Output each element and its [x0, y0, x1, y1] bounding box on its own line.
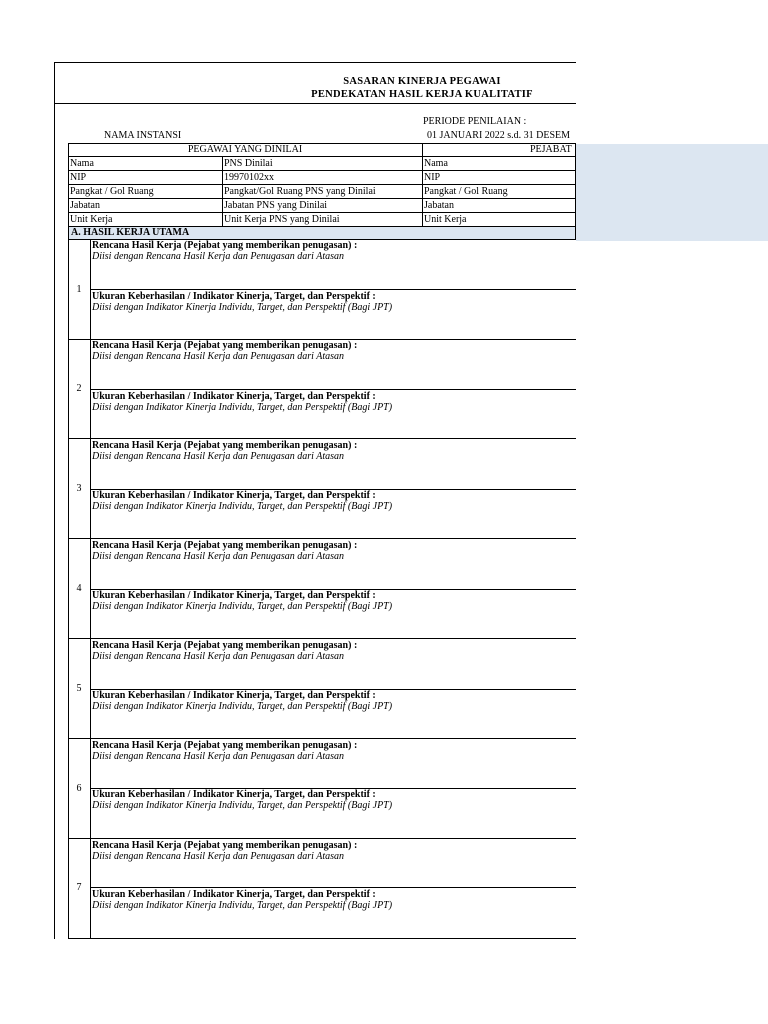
indicator-label: Ukuran Keberhasilan / Indikator Kinerja, Target, dan Perspektif :	[92, 789, 376, 800]
grid-line	[68, 738, 576, 739]
grid-line	[68, 838, 576, 839]
indicator-hint: Diisi dengan Indikator Kinerja Individu, Target, dan Perspektif (Bagi JPT)	[92, 302, 393, 313]
grid-line	[90, 289, 576, 290]
grid-line	[68, 638, 576, 639]
indicator-hint: Diisi dengan Indikator Kinerja Individu, Target, dan Perspektif (Bagi JPT)	[92, 900, 393, 911]
rhk-hint: Diisi dengan Rencana Hasil Kerja dan Penugasan dari Atasan	[92, 651, 345, 662]
indicator-label: Ukuran Keberhasilan / Indikator Kinerja, Target, dan Perspektif :	[92, 889, 376, 900]
item-number: 3	[76, 483, 82, 494]
pegawai-heading: PEGAWAI YANG DINILAI	[187, 144, 303, 155]
grid-line	[90, 389, 576, 390]
grid-line	[68, 938, 576, 939]
item-number: 4	[76, 583, 82, 594]
pegawai-value-pangkat: Pangkat/Gol Ruang PNS yang Dinilai	[224, 186, 376, 197]
indicator-label: Ukuran Keberhasilan / Indikator Kinerja, Target, dan Perspektif :	[92, 391, 376, 402]
rhk-hint: Diisi dengan Rencana Hasil Kerja dan Penugasan dari Atasan	[92, 851, 345, 862]
indicator-label: Ukuran Keberhasilan / Indikator Kinerja, Target, dan Perspektif :	[92, 690, 376, 701]
indicator-hint: Diisi dengan Indikator Kinerja Individu, Target, dan Perspektif (Bagi JPT)	[92, 402, 393, 413]
pejabat-label-nama: Nama	[424, 158, 448, 169]
document-subtitle: PENDEKATAN HASIL KERJA KUALITATIF	[311, 89, 533, 100]
grid-line	[68, 538, 576, 539]
rhk-hint: Diisi dengan Rencana Hasil Kerja dan Penugasan dari Atasan	[92, 251, 345, 262]
pejabat-label-unit-kerja: Unit Kerja	[424, 214, 467, 225]
indicator-hint: Diisi dengan Indikator Kinerja Individu, Target, dan Perspektif (Bagi JPT)	[92, 501, 393, 512]
rhk-label: Rencana Hasil Kerja (Pejabat yang memberikan penugasan) :	[92, 340, 358, 351]
indicator-hint: Diisi dengan Indikator Kinerja Individu, Target, dan Perspektif (Bagi JPT)	[92, 601, 393, 612]
pegawai-value-nip: 19970102xx	[224, 172, 274, 183]
periode-label: PERIODE PENILAIAN :	[423, 116, 527, 127]
pegawai-value-nama: PNS Dinilai	[224, 158, 273, 169]
pegawai-label-nama: Nama	[70, 158, 94, 169]
rhk-hint: Diisi dengan Rencana Hasil Kerja dan Penugasan dari Atasan	[92, 351, 345, 362]
title-divider-line	[54, 103, 576, 104]
rhk-hint: Diisi dengan Rencana Hasil Kerja dan Penugasan dari Atasan	[92, 451, 345, 462]
item-number: 7	[76, 882, 82, 893]
pegawai-value-jabatan: Jabatan PNS yang Dinilai	[224, 200, 328, 211]
pejabat-label-nip: NIP	[424, 172, 441, 183]
grid-line	[90, 887, 576, 888]
indicator-label: Ukuran Keberhasilan / Indikator Kinerja, Target, dan Perspektif :	[92, 590, 376, 601]
periode-value: 01 JANUARI 2022 s.d. 31 DESEM	[427, 130, 571, 141]
indicator-label: Ukuran Keberhasilan / Indikator Kinerja, Target, dan Perspektif :	[92, 490, 376, 501]
pejabat-heading: PEJABAT	[530, 144, 572, 155]
pegawai-label-pangkat: Pangkat / Gol Ruang	[70, 186, 154, 197]
rhk-label: Rencana Hasil Kerja (Pejabat yang memberikan penugasan) :	[92, 840, 358, 851]
rhk-hint: Diisi dengan Rencana Hasil Kerja dan Penugasan dari Atasan	[92, 551, 345, 562]
pejabat-label-pangkat: Pangkat / Gol Ruang	[424, 186, 508, 197]
indicator-hint: Diisi dengan Indikator Kinerja Individu, Target, dan Perspektif (Bagi JPT)	[92, 701, 393, 712]
pegawai-label-jabatan: Jabatan	[70, 200, 100, 211]
indicator-label: Ukuran Keberhasilan / Indikator Kinerja, Target, dan Perspektif :	[92, 291, 376, 302]
frame-top-line	[54, 62, 576, 63]
grid-line	[68, 438, 576, 439]
pegawai-label-unit-kerja: Unit Kerja	[70, 214, 113, 225]
rhk-hint: Diisi dengan Rencana Hasil Kerja dan Penugasan dari Atasan	[92, 751, 345, 762]
item-number: 1	[76, 284, 82, 295]
item-number: 5	[76, 683, 82, 694]
document-title: SASARAN KINERJA PEGAWAI	[343, 76, 501, 87]
pejabat-label-jabatan: Jabatan	[424, 200, 454, 211]
pejabat-shaded-area	[576, 144, 768, 241]
pegawai-value-unit-kerja: Unit Kerja PNS yang Dinilai	[224, 214, 340, 225]
grid-line	[575, 143, 576, 226]
rhk-label: Rencana Hasil Kerja (Pejabat yang memberikan penugasan) :	[92, 440, 358, 451]
item-number: 6	[76, 783, 82, 794]
section-a-heading: A. HASIL KERJA UTAMA	[68, 226, 576, 240]
frame-left-line	[54, 62, 55, 939]
pegawai-label-nip: NIP	[70, 172, 87, 183]
rhk-label: Rencana Hasil Kerja (Pejabat yang memberikan penugasan) :	[92, 540, 358, 551]
rhk-label: Rencana Hasil Kerja (Pejabat yang memberikan penugasan) :	[92, 240, 358, 251]
rhk-label: Rencana Hasil Kerja (Pejabat yang memberikan penugasan) :	[92, 640, 358, 651]
item-number: 2	[76, 383, 82, 394]
indicator-hint: Diisi dengan Indikator Kinerja Individu, Target, dan Perspektif (Bagi JPT)	[92, 800, 393, 811]
instansi-label: NAMA INSTANSI	[104, 130, 182, 141]
rhk-label: Rencana Hasil Kerja (Pejabat yang memberikan penugasan) :	[92, 740, 358, 751]
